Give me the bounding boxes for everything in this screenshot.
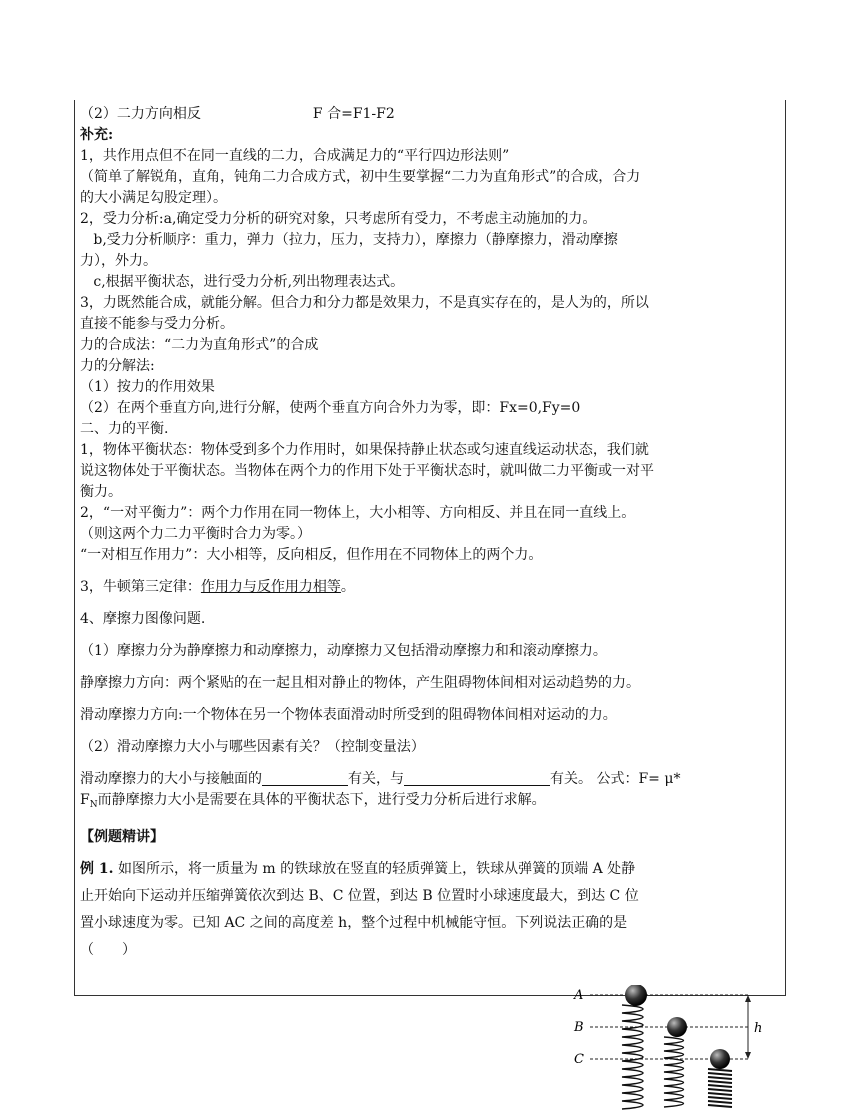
subscript: N (89, 800, 98, 810)
text-line: b,受力分析顺序：重力，弹力（拉力，压力，支持力），摩擦力（静摩擦力，滑动摩擦 (80, 232, 618, 248)
text-span: 3，牛顿第三定律： (80, 579, 201, 595)
text-line: 静摩擦力方向：两个紧贴的在一起且相对静止的物体，产生阻碍物体间相对运动趋势的力。 (80, 675, 640, 691)
ball-at-b (667, 1017, 687, 1037)
section-heading: 二、力的平衡. (80, 421, 169, 437)
text-span: （2）二力方向相反 (80, 106, 201, 122)
fill-blank-2 (404, 770, 550, 786)
spring-compressed (708, 1069, 732, 1107)
text-line: （简单了解锐角，直角，钝角二力合成方式，初中生要掌握“二力为直角形式”的合成，合力 (80, 169, 641, 185)
text-line: 2，受力分析:a,确定受力分析的研究对象，只考虑所有受力，不考虑主动施加的力。 (80, 211, 597, 227)
text-line: 力的分解法: (80, 358, 155, 374)
label-c: C (574, 1052, 584, 1067)
text-line: （1）摩擦力分为静摩擦力和动摩擦力，动摩擦力又包括滑动摩擦力和和滚动摩擦力。 (80, 643, 607, 659)
text-line: 力的合成法：“二力为直角形式”的合成 (80, 337, 319, 353)
text-line: 置小球速度为零。已知 AC 之间的高度差 h，整个过程中机械能守恒。下列说法正确的是 (80, 915, 628, 931)
text-line: c,根据平衡状态，进行受力分析,列出物理表达式。 (80, 274, 405, 290)
fill-blank-1 (262, 770, 348, 786)
text-line (80, 104, 780, 125)
text-span: 而静摩擦力大小是需要在具体的平衡状态下，进行受力分析后进行求解。 (97, 792, 546, 808)
document-body (80, 104, 780, 961)
text-line: 力），外力。 (80, 253, 157, 269)
text-span: 。 (340, 579, 355, 595)
text-line: 的大小满足勾股定理）。 (80, 190, 227, 206)
text-span: F (80, 792, 90, 808)
text-line: 2，“一对平衡力”：两个力作用在同一物体上，大小相等、方向相反、并且在同一直线上。 (80, 505, 636, 521)
spring-medium (664, 1037, 684, 1107)
text-line: 止开始向下运动并压缩弹簧依次到达 B、C 位置，到达 B 位置时小球速度最大，到达 C 位 (80, 888, 639, 904)
text-line: 3，力既然能合成，就能分解。但合力和分力都是效果力，不是真实存在的，是人为的，所以 (80, 295, 649, 311)
ball-at-a (625, 985, 647, 1006)
text-line: （则这两个力二力平衡时合力为零。） (80, 526, 311, 542)
ball-at-c (710, 1049, 730, 1069)
text-line: 衡力。 (80, 484, 122, 500)
text-line (80, 790, 780, 816)
text-line: （2）在两个垂直方向,进行分解，使两个垂直方向合外力为零，即：Fx=0,Fy=0 (80, 400, 581, 416)
label-a: A (574, 988, 584, 1003)
example-number: 例 1. (80, 861, 114, 877)
text-line: 直接不能参与受力分析。 (80, 316, 234, 332)
text-line: （ ） (80, 942, 136, 958)
text-line (80, 577, 780, 598)
text-line (80, 769, 780, 790)
arrow-head-up (745, 995, 751, 1002)
text-line: 1，共作用点但不在同一直线的二力，合成满足力的“平行四边形法则” (80, 148, 510, 164)
text-line (80, 859, 780, 880)
text-line: 说这物体处于平衡状态。当物体在两个力的作用下处于平衡状态时，就叫做二力平衡或一对平 (80, 463, 654, 479)
label-h: h (754, 1021, 763, 1036)
text-line: （1）按力的作用效果 (80, 379, 215, 395)
text-line: 1，物体平衡状态：物体受到多个力作用时，如果保持静止状态或匀速直线运动状态，我们就 (80, 442, 649, 458)
text-span: 有关，与 (348, 771, 404, 787)
text-line: “一对相互作用力”：大小相等，反向相反，但作用在不同物体上的两个力。 (80, 547, 543, 563)
supplement-heading: 补充: (80, 127, 114, 143)
spring-ball-figure (560, 985, 800, 1113)
text-span: 有关。 公式：F= μ* (550, 771, 681, 787)
text-line: （2）滑动摩擦力大小与哪些因素有关？（控制变量法） (80, 739, 425, 755)
text-span: 如图所示，将一质量为 m 的铁球放在竖直的轻质弹簧上，铁球从弹簧的顶端 A 处静 (113, 861, 636, 877)
text-span: 滑动摩擦力的大小与接触面的 (80, 771, 262, 787)
label-b: B (574, 1020, 584, 1035)
arrow-head-down (745, 1052, 751, 1059)
section-heading: 4、摩擦力图像问题. (80, 611, 206, 627)
spring-long (622, 1005, 643, 1109)
underlined-text: 作用力与反作用力相等 (200, 579, 341, 595)
example-heading: 【例题精讲】 (80, 829, 164, 845)
text-line: 滑动摩擦力方向:一个物体在另一个物体表面滑动时所受到的阻碍物体间相对运动的力。 (80, 707, 617, 723)
formula-span: F 合=F1-F2 (312, 106, 395, 122)
